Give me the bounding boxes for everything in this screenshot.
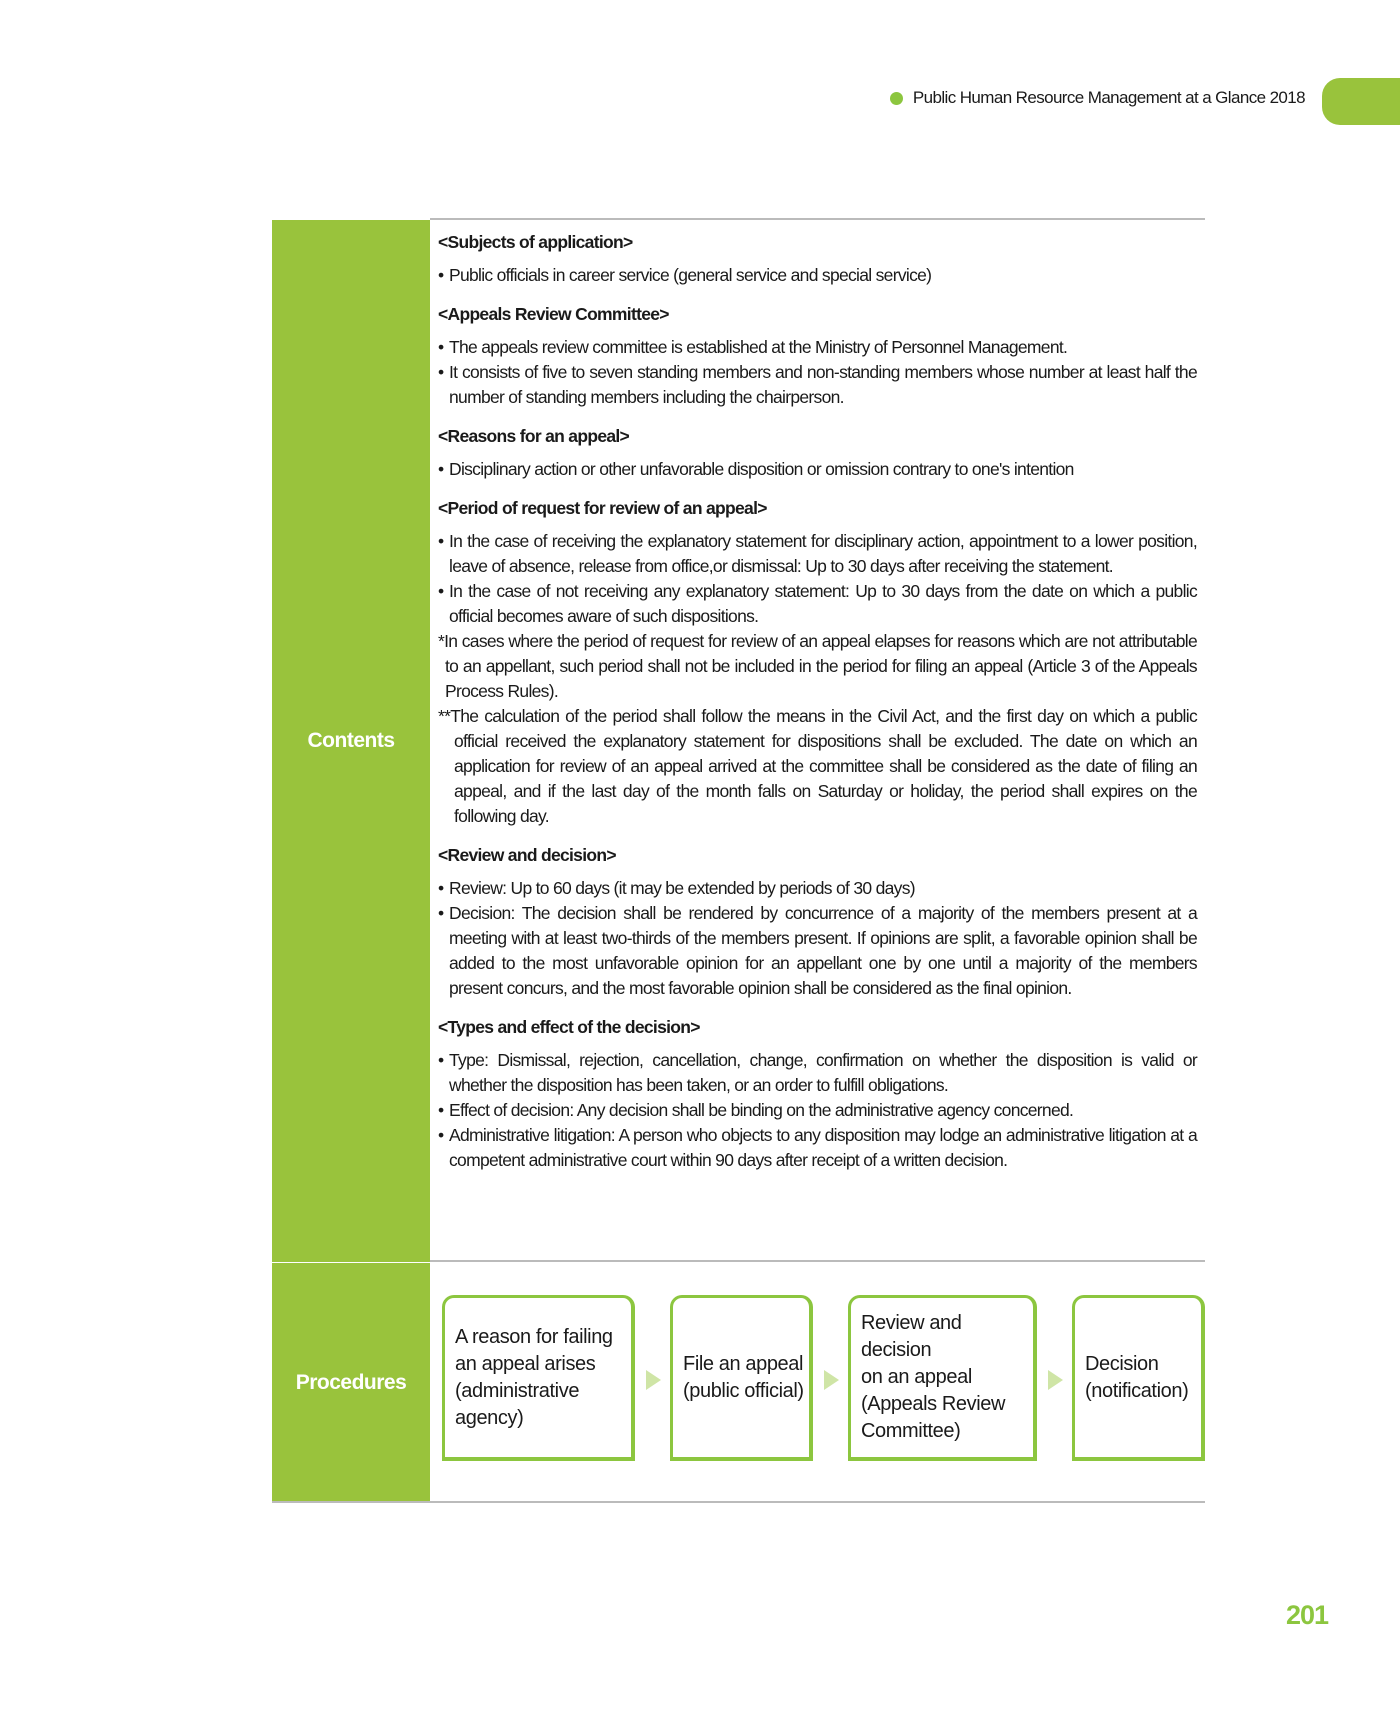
header-bullet-icon — [890, 92, 903, 105]
flow-step-1: A reason for failing an appeal arises (administrative agency) — [442, 1295, 635, 1461]
section-heading: <Reasons for an appeal> — [438, 426, 630, 446]
section-period — [438, 496, 1197, 829]
header-title: Public Human Resource Management at a Glance 2018 — [912, 88, 1305, 107]
section-committee — [438, 302, 1197, 410]
procedure-flow — [442, 1295, 1205, 1467]
list-item: • The appeals review committee is established at the Ministry of Personnel Management. — [438, 335, 1197, 360]
arrow-right-icon — [1048, 1370, 1063, 1390]
footnote-single-asterisk: *In cases where the period of request for review of an appeal elapses for reasons which are not attributable to an appellant, such period shall not be included in the period for filing an appeal (Article 3 of the Appeals Process Rules). — [438, 631, 1197, 701]
running-header — [890, 88, 1305, 108]
list-item: • Administrative litigation: A person who objects to any disposition may lodge an administrative litigation at a competent administrative court within 90 days after receipt of a written decision. — [438, 1123, 1197, 1173]
section-subjects — [438, 230, 1197, 288]
flow-step-4: Decision (notification) — [1072, 1295, 1205, 1461]
contents-body — [438, 220, 1197, 1173]
procedures-row — [272, 1263, 1205, 1503]
arrow-right-icon — [646, 1370, 661, 1390]
section-heading: <Appeals Review Committee> — [438, 304, 669, 324]
chapter-tab — [1322, 78, 1400, 125]
flow-step-3: Review and decision on an appeal (Appeals Review Committee) — [848, 1295, 1037, 1461]
section-types — [438, 1015, 1197, 1173]
list-item: • Disciplinary action or other unfavorable disposition or omission contrary to one's intention — [438, 457, 1197, 482]
contents-row — [272, 220, 1205, 1262]
list-item: • It consists of five to seven standing members and non-standing members whose number at least half the number of standing members including the chairperson. — [438, 360, 1197, 410]
row-divider — [430, 1260, 1205, 1262]
list-item: • Review: Up to 60 days (it may be extended by periods of 30 days) — [438, 876, 1197, 901]
section-heading: <Types and effect of the decision> — [438, 1017, 700, 1037]
section-heading: <Period of request for review of an appeal> — [438, 498, 767, 518]
list-item: • Public officials in career service (general service and special service) — [438, 263, 1197, 288]
list-item: • In the case of not receiving any explanatory statement: Up to 30 days from the date on which a public official becomes aware of such dispositions. — [438, 579, 1197, 629]
section-heading: <Subjects of application> — [438, 232, 633, 252]
procedures-label: Procedures — [272, 1263, 430, 1503]
footnote-double-asterisk: **The calculation of the period shall follow the means in the Civil Act, and the first day on which a public official received the explanatory statement for dispositions shall be excluded. The date on which an application for review of an appeal arrived at the committee shall be considered as the date of filing an appeal, and if the last day of the month falls on Saturday or holiday, the period shall expires on the following day. — [438, 706, 1197, 826]
section-reasons — [438, 424, 1197, 482]
list-item: • Effect of decision: Any decision shall be binding on the administrative agency concerned. — [438, 1098, 1197, 1123]
table-bottom-rule — [272, 1501, 1205, 1503]
list-item: • Decision: The decision shall be rendered by concurrence of a majority of the members present at a meeting with at least two-thirds of the members present. If opinions are split, a favorable opinion shall be added to the most unfavorable opinion for an appellant one by one until a majority of the members present concurs, and the most favorable opinion shall be considered as the final opinion. — [438, 901, 1197, 1001]
section-review — [438, 843, 1197, 1001]
contents-label: Contents — [272, 220, 430, 1262]
page-number: 201 — [1286, 1600, 1329, 1630]
list-item: • Type: Dismissal, rejection, cancellation, change, confirmation on whether the disposition is valid or whether the disposition has been taken, or an order to fulfill obligations. — [438, 1048, 1197, 1098]
arrow-right-icon — [824, 1370, 839, 1390]
section-heading: <Review and decision> — [438, 845, 616, 865]
flow-step-2: File an appeal (public official) — [670, 1295, 813, 1461]
list-item: • In the case of receiving the explanatory statement for disciplinary action, appointment to a lower position, leave of absence, release from office,or dismissal: Up to 30 days after receiving the statement. — [438, 529, 1197, 579]
